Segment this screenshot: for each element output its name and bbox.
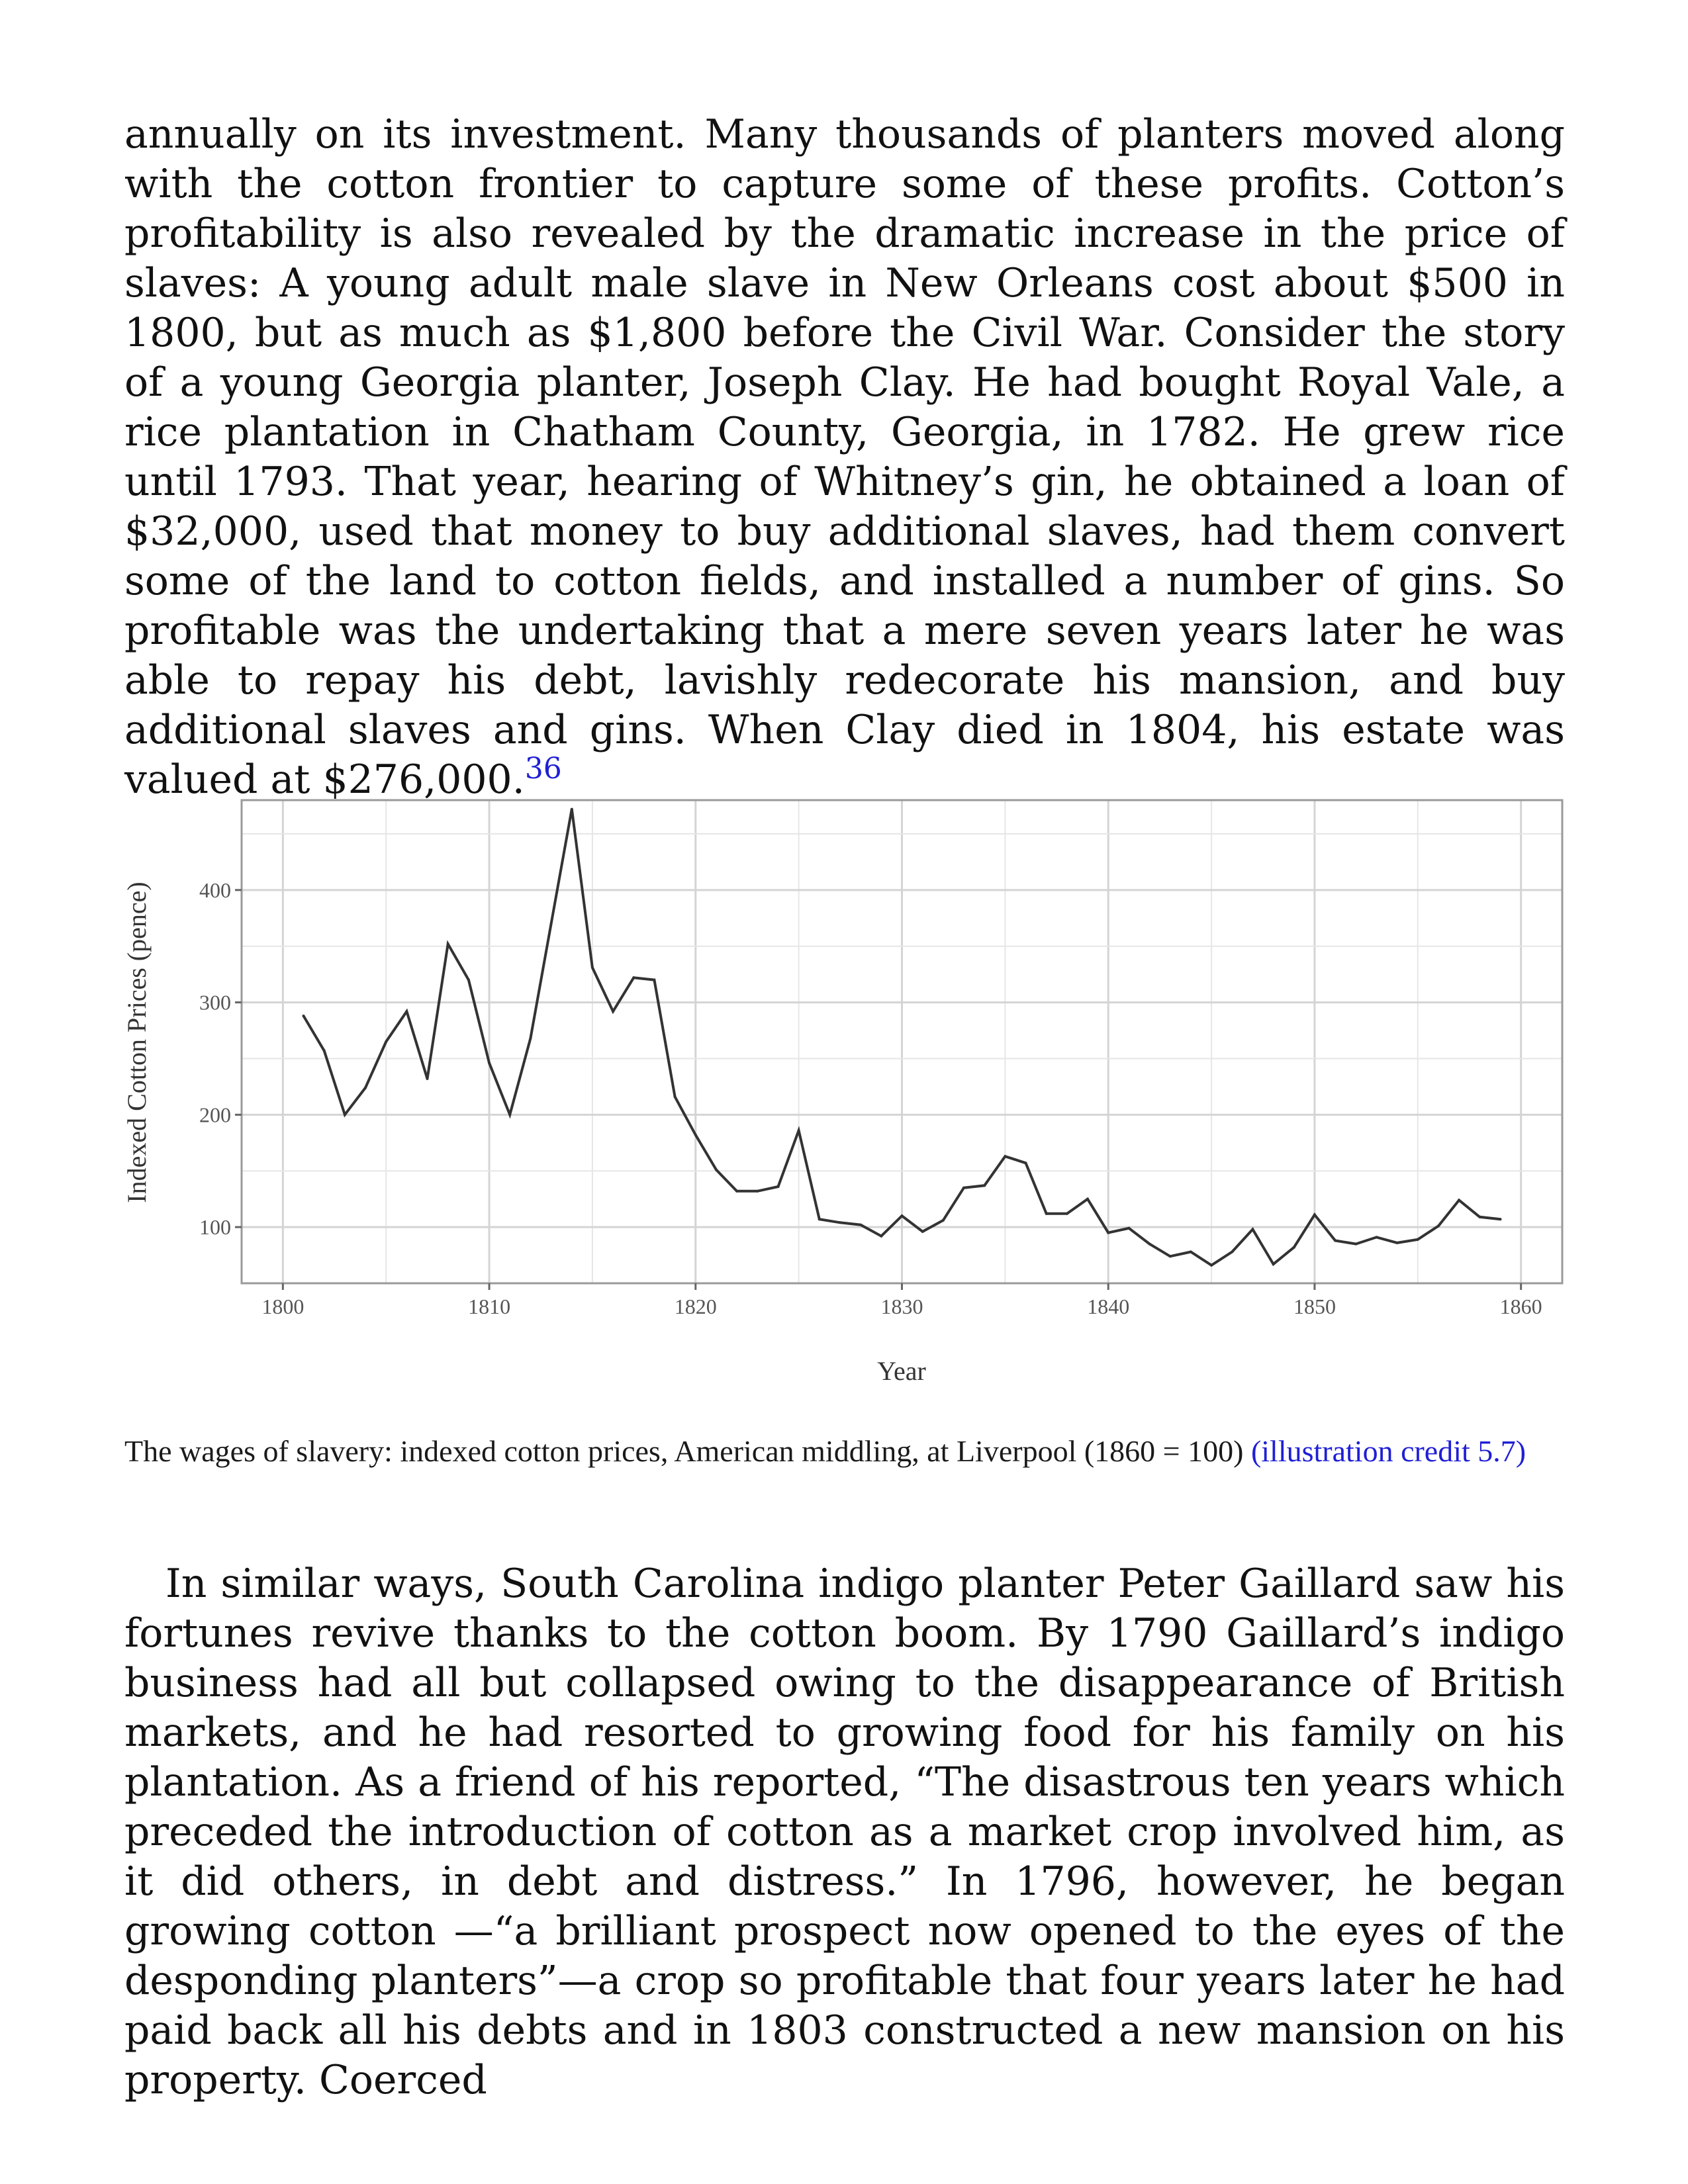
x-tick-label: 1800 <box>261 1295 305 1318</box>
data-point <box>364 1087 367 1089</box>
data-point <box>818 1218 821 1220</box>
data-point <box>1272 1263 1275 1265</box>
data-point <box>859 1224 862 1226</box>
body-paragraph-2: In similar ways, South Carolina indigo planter Peter Gaillard saw his fortunes revive thanks to the cotton boom. By 1790 Gaillard’s indigo business had all but collapsed owing to the disappearance of British markets, and he had resorted to growing food for his family on his plantation. As a friend of his reported, “The disastrous ten years which preceded the introduction of cotton as a market crop involved him, as it did others, in debt and distress.” In 1796, however, he began growing cotton —“a brilliant prospect now opened to the eyes of the desponding planters”—a crop so profitable that four years later he had paid back all his debts and in 1803 constructed a new mansion on his property. Coerced <box>124 1561 1565 2103</box>
data-point <box>798 1129 800 1132</box>
caption-text: The wages of slavery: indexed cotton prices, American middling, at Liverpool (1860 = 100) <box>124 1434 1251 1468</box>
data-point <box>1293 1246 1295 1249</box>
data-point <box>1004 1155 1006 1158</box>
x-tick-label: 1820 <box>674 1295 717 1318</box>
data-point <box>488 1062 491 1064</box>
data-point <box>529 1037 532 1040</box>
data-point <box>1107 1232 1109 1234</box>
figure-caption <box>124 1426 1548 1477</box>
data-point <box>1066 1212 1068 1215</box>
data-point <box>735 1190 738 1193</box>
data-point <box>653 979 655 981</box>
data-point <box>1417 1238 1419 1241</box>
data-point <box>1251 1228 1254 1231</box>
footnote-reference-link[interactable]: 36 <box>524 752 562 786</box>
illustration-credit-link[interactable]: (illustration credit 5.7) <box>1250 1434 1526 1468</box>
data-point <box>1149 1243 1151 1246</box>
data-point <box>303 1015 305 1017</box>
data-point <box>1458 1199 1460 1201</box>
data-point <box>983 1184 986 1187</box>
y-axis-ticks <box>199 878 242 1239</box>
data-point <box>694 1134 697 1136</box>
data-point <box>839 1221 841 1224</box>
data-point <box>1376 1236 1378 1238</box>
data-point <box>674 1095 677 1098</box>
data-point <box>962 1187 965 1189</box>
data-point <box>550 923 553 925</box>
data-point <box>571 808 573 811</box>
data-point <box>1499 1218 1502 1220</box>
data-point <box>1025 1161 1027 1164</box>
data-point <box>1231 1251 1233 1253</box>
y-tick-label: 300 <box>199 990 231 1015</box>
data-point <box>467 979 470 981</box>
data-point <box>612 1010 614 1013</box>
data-point <box>508 1113 511 1116</box>
data-point <box>426 1077 429 1080</box>
data-point <box>591 966 594 969</box>
data-point <box>1313 1213 1316 1216</box>
data-point <box>1190 1251 1192 1253</box>
data-point <box>1169 1255 1172 1257</box>
data-point <box>715 1169 718 1171</box>
data-point <box>447 942 449 945</box>
data-point <box>901 1214 904 1217</box>
y-axis-label: Indexed Cotton Prices (pence) <box>122 882 152 1203</box>
chart-grid <box>242 800 1562 1283</box>
data-point <box>632 976 635 979</box>
data-point <box>323 1050 326 1052</box>
data-point <box>1396 1242 1399 1244</box>
data-point <box>1478 1216 1481 1218</box>
x-axis-label: Year <box>877 1356 926 1386</box>
body-paragraph-1 <box>124 110 1565 805</box>
y-tick-label: 200 <box>199 1103 231 1127</box>
y-tick-label: 400 <box>199 878 231 902</box>
data-point <box>1210 1264 1213 1267</box>
data-point <box>405 1010 408 1013</box>
y-tick-label: 100 <box>199 1215 231 1240</box>
x-axis-ticks <box>261 1283 1542 1318</box>
data-point <box>1334 1240 1336 1242</box>
x-tick-label: 1860 <box>1499 1295 1542 1318</box>
cotton-price-chart <box>113 778 1595 1400</box>
data-point <box>1437 1224 1440 1227</box>
x-tick-label: 1850 <box>1293 1295 1336 1318</box>
data-point <box>880 1235 882 1238</box>
data-point <box>1354 1243 1357 1246</box>
data-point <box>777 1185 780 1188</box>
data-point <box>1086 1198 1089 1201</box>
data-point <box>921 1230 924 1233</box>
data-point <box>942 1219 945 1222</box>
x-tick-label: 1840 <box>1087 1295 1130 1318</box>
data-point <box>385 1040 387 1043</box>
x-tick-label: 1810 <box>468 1295 511 1318</box>
data-point <box>1127 1227 1130 1230</box>
data-point <box>756 1190 759 1193</box>
data-point <box>344 1113 346 1116</box>
x-tick-label: 1830 <box>880 1295 923 1318</box>
paragraph-1-text: annually on its investment. Many thousands of planters moved along with the cotton frontier to capture some of these profits. Cotton’s profitability is also revealed by the dramatic increase in the price of slaves: A young adult male slave in New Orleans cost about $500 in 1800, but as much as $1,800 before the Civil War. Consider the story of a young Georgia planter, Joseph Clay. He had bought Royal Vale, a rice plantation in Chatham County, Georgia, in 1782. He grew rice until 1793. That year, hearing of Whitney’s gin, he obtained a loan of $32,000, used that money to buy additional slaves, had them convert some of the land to cotton fields, and installed a number of gins. So profitable was the undertaking that a mere seven years later he was able to repay his debt, lavishly redecorate his mansion, and buy additional slaves and gins. When Clay died in 1804, his estate was valued at $276,000. <box>124 111 1565 803</box>
data-point <box>1045 1212 1048 1215</box>
